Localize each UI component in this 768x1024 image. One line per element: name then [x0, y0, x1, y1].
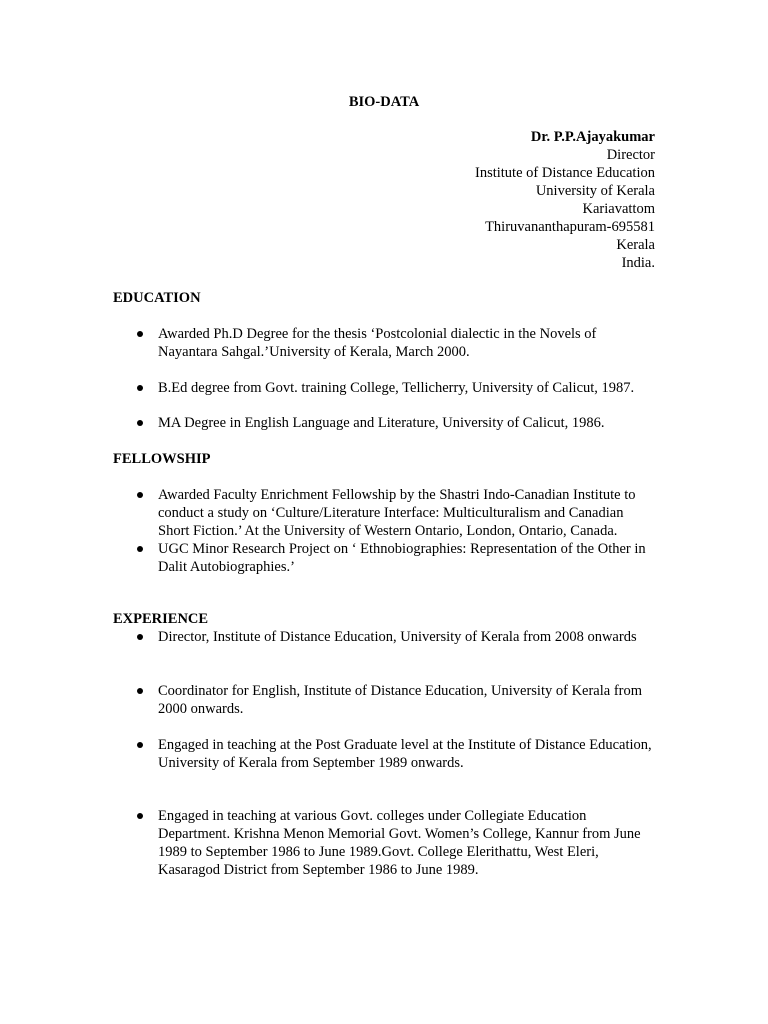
list-item: B.Ed degree from Govt. training College, Tellicherry, University of Calicut, 1987. — [113, 379, 658, 397]
experience-list — [113, 682, 658, 718]
document-title: BIO-DATA — [348, 94, 420, 110]
education-list — [113, 379, 658, 397]
education-heading: EDUCATION — [113, 290, 201, 306]
experience-list — [113, 628, 658, 646]
address-line: Kariavattom — [582, 201, 655, 217]
experience-heading: EXPERIENCE — [113, 611, 209, 627]
list-item: Engaged in teaching at various Govt. colleges under Collegiate Education Department. Krishna Menon Memorial Govt. Women’s College, Kannur from June 1989 to September 1986 to June 1989.Govt. College Elerithattu, West Eleri, Kasaragod District from September 1986 to June 1989. — [113, 807, 658, 879]
list-item: Engaged in teaching at the Post Graduate level at the Institute of Distance Education, University of Kerala from September 1989 onwards. — [113, 736, 658, 772]
list-item: Director, Institute of Distance Education, University of Kerala from 2008 onwards — [113, 628, 658, 646]
address-block — [475, 128, 655, 272]
list-item: Coordinator for English, Institute of Distance Education, University of Kerala from 2000 onwards. — [113, 682, 658, 718]
address-line: University of Kerala — [535, 183, 655, 199]
list-item: Awarded Faculty Enrichment Fellowship by the Shastri Indo-Canadian Institute to conduct a study on ‘Culture/Literature Interface: Multiculturalism and Canadian Short Fiction.’ At the University of Western Ontario, London, Ontario, Canada. — [113, 486, 658, 540]
address-line: India. — [621, 255, 655, 271]
fellowship-list — [113, 486, 658, 576]
fellowship-heading: FELLOWSHIP — [113, 451, 211, 467]
list-item: UGC Minor Research Project on ‘ Ethnobiographies: Representation of the Other in Dalit Autobiographies.’ — [113, 540, 658, 576]
address-line: Director — [606, 147, 655, 163]
address-line: Institute of Distance Education — [475, 165, 655, 181]
address-line: Thiruvananthapuram-695581 — [485, 219, 655, 235]
list-item: MA Degree in English Language and Literature, University of Calicut, 1986. — [113, 414, 658, 432]
address-line: Kerala — [616, 237, 655, 253]
experience-list — [113, 807, 658, 879]
list-item: Awarded Ph.D Degree for the thesis ‘Postcolonial dialectic in the Novels of Nayantara Sahgal.’University of Kerala, March 2000. — [113, 325, 658, 361]
education-list — [113, 414, 658, 432]
education-list — [113, 325, 658, 361]
author-name: Dr. P.P.Ajayakumar — [530, 129, 655, 145]
experience-list — [113, 736, 658, 772]
